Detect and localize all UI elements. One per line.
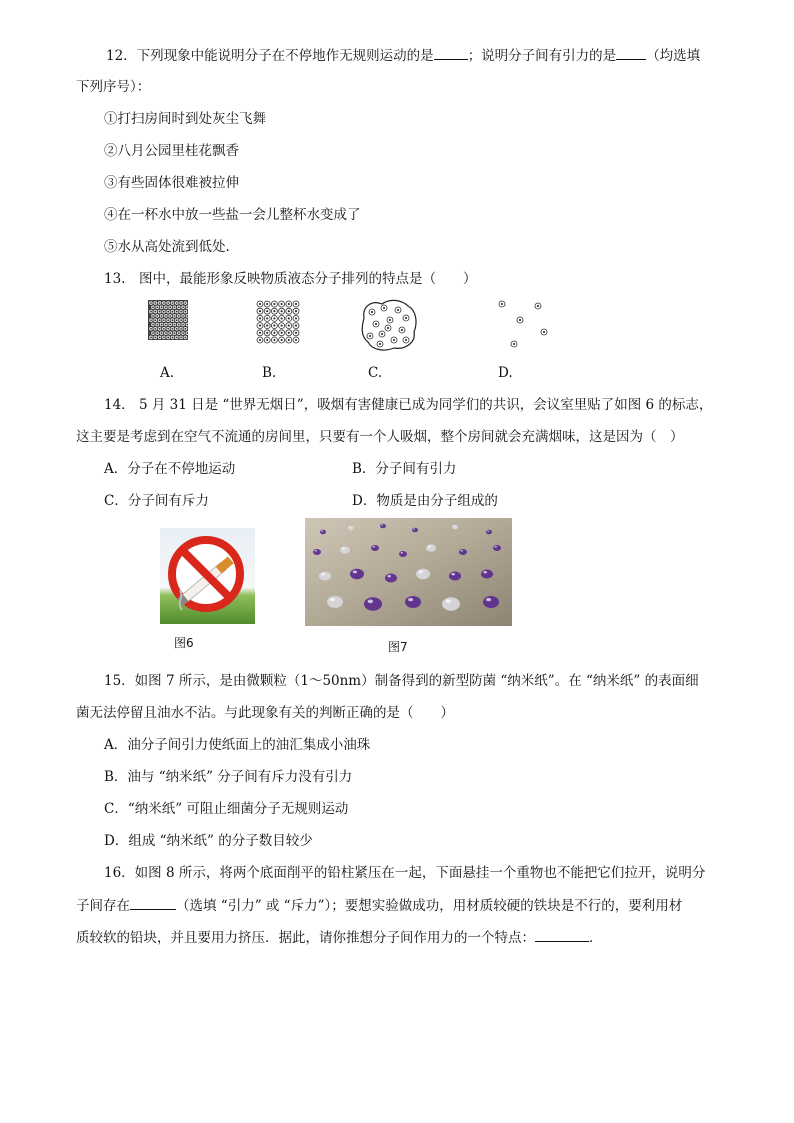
molecule-core [266,310,268,312]
molecule-core [371,311,373,313]
molecule-diagram-d [496,300,550,350]
molecule-core [182,332,184,334]
molecule-core [266,317,268,319]
q13-label-c: C. [368,365,383,381]
q16-line3-part1: 质较软的铅块，并且要用力挤压．据此，请你推想分子间作用力的一个特点： [76,930,535,946]
molecule-core [172,319,174,321]
molecule-core [163,328,165,330]
molecule-core [150,319,152,321]
molecule-diagram-c [358,296,420,354]
molecule-core [172,337,174,339]
q14-option-d: D．物质是由分子组成的 [352,493,498,509]
molecule-core [172,328,174,330]
droplet-highlight [368,600,373,604]
q13-label-b: B. [262,365,277,381]
q15-option-b: B．油与 “纳米纸” 分子间有斥力没有引力 [104,769,353,785]
molecule-core [401,329,403,331]
water-droplet [380,524,386,529]
q12-stem-part3: （均选填 [646,48,701,64]
droplet-highlight [451,573,455,575]
molecule-core [273,339,275,341]
molecule-core [513,343,515,345]
molecule-core [165,324,167,326]
water-droplet [348,526,354,531]
water-droplet [493,545,501,551]
q16-line2 [76,896,682,915]
water-droplet [416,569,430,580]
molecule-core [161,332,163,334]
droplet-highlight [353,571,357,574]
molecule-core [167,311,169,313]
molecule-core [185,328,187,330]
q16-blank-1[interactable] [130,896,176,910]
molecule-core [266,332,268,334]
molecule-core [154,311,156,313]
molecule-core [288,310,290,312]
molecule-core [295,310,297,312]
droplet-highlight [381,525,383,526]
q16-line2-part2: （选填 “引力” 或 “斥力”）；要想实验做成功，用材质较硬的铁块是不行的，要利用材 [176,898,683,914]
q12-stem-part1: 12．下列现象中能说明分子在不停地作无规则运动的是 [106,48,434,64]
molecule-core [163,311,165,313]
molecule-core [156,324,158,326]
molecule-core [154,328,156,330]
molecule-core [178,332,180,334]
molecule-core [259,303,261,305]
molecule-core [185,319,187,321]
fig6-caption: 图6 [174,636,194,650]
molecule-core [182,315,184,317]
molecule-core [182,324,184,326]
q15-line2: 菌无法停留且油水不沾。与此现象有关的判断正确的是（ ） [76,705,454,721]
molecule-core [154,302,156,304]
water-droplet [459,549,467,555]
q16-line2-part1: 子间存在 [76,898,130,914]
molecule-core [266,303,268,305]
droplet-highlight [428,546,431,548]
molecule-core [393,339,395,341]
q12-item-5: ⑤水从高处流到低处. [104,239,230,255]
q15-option-c: C．“纳米纸” 可阻止细菌分子无规则运动 [104,801,349,817]
water-droplet [385,574,397,583]
molecule-core [295,339,297,341]
molecule-core [180,311,182,313]
water-droplet [449,572,461,581]
q12-item-4: ④在一杯水中放一些盐一会儿整杯水变成了 [104,207,361,223]
droplet-highlight [446,600,451,604]
molecule-core [174,324,176,326]
water-droplet [442,597,460,611]
q15-option-a: A．油分子间引力使纸面上的油汇集成小油珠 [104,737,371,753]
molecule-core [172,311,174,313]
droplet-highlight [342,548,345,550]
molecule-core [152,315,154,317]
molecule-core [154,337,156,339]
droplet-highlight [486,598,491,601]
q14-option-b: B．分子间有引力 [352,461,457,477]
q12-blank-1[interactable] [434,46,468,60]
q16-line1: 16．如图 8 所示，将两个底面削平的铅柱紧压在一起，下面悬挂一个重物也不能把它们拉开，说明分 [104,865,706,881]
molecule-core [180,337,182,339]
molecule-core [150,337,152,339]
q13-label-d: D. [498,365,513,381]
molecule-core [383,307,385,309]
molecule-core [501,303,503,305]
molecule-core [375,323,377,325]
water-droplet [399,551,407,557]
molecule-core [405,339,407,341]
molecule-core [174,306,176,308]
q12-line2: 下列序号）： [76,79,151,95]
molecule-core [266,325,268,327]
molecule-core [288,325,290,327]
molecule-core [159,302,161,304]
q16-line3 [76,928,603,947]
molecule-core [266,339,268,341]
molecule-core [288,303,290,305]
droplet-highlight [461,550,463,552]
molecule-core [176,328,178,330]
water-droplet [340,546,350,554]
q14-option-a: A．分子在不停地运动 [104,461,236,477]
molecule-core [167,302,169,304]
q12-item-2: ②八月公园里桂花飘香 [104,143,239,159]
q13-stem: 13. 图中，最能形象反映物质液态分子排列的特点是（ ） [104,271,477,287]
molecule-core [169,324,171,326]
molecule-core [185,311,187,313]
q12-stem-part2: ；说明分子间有引力的是 [467,48,617,64]
q16-blank-2[interactable] [535,928,589,942]
q12-item-3: ③有些固体很难被拉伸 [104,175,239,191]
water-droplet [319,572,331,581]
molecule-core [159,311,161,313]
molecule-core [537,305,539,307]
molecule-core [281,310,283,312]
q15-option-d: D．组成 “纳米纸” 的分子数目较少 [104,833,313,849]
molecule-core [259,339,261,341]
molecule-core [259,317,261,319]
water-droplet [483,596,499,608]
molecule-diagram-b [256,300,300,344]
molecule-core [150,302,152,304]
molecule-core [295,325,297,327]
molecule-core [405,317,407,319]
molecule-core [295,303,297,305]
molecule-core [152,324,154,326]
molecule-core [281,339,283,341]
molecule-core [169,332,171,334]
molecule-core [185,302,187,304]
q14-line1: 14． 5 月 31 日是 “世界无烟日”，吸烟有害健康已成为同学们的共识，会议室里贴了如图 6 的标志， [104,397,713,413]
molecule-core [273,303,275,305]
molecule-core [178,306,180,308]
molecule-core [259,325,261,327]
molecule-core [163,319,165,321]
water-droplet [486,530,492,535]
droplet-highlight [495,546,497,548]
q14-line2: 这主要是考虑到在空气不流通的房间里，只要有一个人吸烟，整个房间就会充满烟味，这是因为（ ） [76,429,684,445]
molecule-core [178,315,180,317]
droplet-highlight [408,598,413,601]
molecule-core [176,311,178,313]
molecule-core [150,328,152,330]
molecule-core [273,325,275,327]
q12-item-1: ①打扫房间时到处灰尘飞舞 [104,111,266,127]
q15-line1: 15．如图 7 所示，是由微颗粒（1～50nm）制备得到的新型防菌 “纳米纸”。在 “纳米纸” 的表面细 [104,673,699,689]
molecule-core [169,315,171,317]
q14-option-c: C．分子间有斥力 [104,493,209,509]
droplet-highlight [483,571,487,573]
molecule-core [156,332,158,334]
molecule-core [154,319,156,321]
nano-paper-droplets-photo [305,518,512,626]
water-droplet [412,528,418,533]
molecule-core [185,337,187,339]
droplet-highlight [321,531,323,532]
q16-line3-part2: ． [589,930,603,946]
molecule-core [167,328,169,330]
molecule-core [369,335,371,337]
molecule-core [159,337,161,339]
molecule-core [381,333,383,335]
water-droplet [320,530,326,535]
molecule-core [176,337,178,339]
molecule-core [281,303,283,305]
water-droplet [313,549,321,555]
molecule-core [180,302,182,304]
molecule-core [174,332,176,334]
molecule-core [165,332,167,334]
molecule-core [273,310,275,312]
molecule-core [156,306,158,308]
molecule-core [161,306,163,308]
molecule-core [161,324,163,326]
molecule-core [159,328,161,330]
molecule-core [180,328,182,330]
molecule-core [167,337,169,339]
water-droplet [364,597,382,611]
droplet-highlight [401,552,403,554]
molecule-core [161,315,163,317]
droplet-highlight [373,546,375,548]
water-droplet [350,569,364,580]
molecule-core [182,306,184,308]
molecule-core [259,332,261,334]
molecule-core [156,315,158,317]
droplet-highlight [453,526,455,527]
molecule-core [180,319,182,321]
molecule-core [165,306,167,308]
water-droplet [426,544,436,552]
molecule-core [178,324,180,326]
molecule-core [172,302,174,304]
molecule-core [176,319,178,321]
droplet-highlight [487,531,489,532]
droplet-highlight [413,529,415,530]
droplet-highlight [321,573,325,575]
q13-label-a: A. [160,365,175,381]
molecule-core [150,311,152,313]
molecule-core [519,319,521,321]
water-droplet [371,545,379,551]
molecule-core [281,317,283,319]
droplet-highlight [387,575,391,577]
molecule-core [389,319,391,321]
q12-line1 [106,46,700,65]
molecule-core [152,306,154,308]
molecule-core [379,343,381,345]
molecule-core [163,337,165,339]
molecule-core [295,332,297,334]
molecule-core [288,317,290,319]
molecule-core [167,319,169,321]
fig7-caption: 图7 [388,640,408,654]
molecule-core [288,339,290,341]
droplet-highlight [315,550,317,552]
molecule-core [259,310,261,312]
molecule-core [169,306,171,308]
water-droplet [452,525,458,530]
no-smoking-sign-image [160,528,255,624]
q12-blank-2[interactable] [616,46,646,60]
droplet-highlight [330,598,335,601]
molecule-core [176,302,178,304]
molecule-diagram-a [148,300,188,340]
molecule-core [174,315,176,317]
molecule-core [295,317,297,319]
water-droplet [405,596,421,608]
water-droplet [327,596,343,608]
molecule-core [288,332,290,334]
molecule-core [543,331,545,333]
water-droplet [481,570,493,579]
molecule-core [281,325,283,327]
molecule-core [165,315,167,317]
molecule-core [159,319,161,321]
molecule-core [397,309,399,311]
droplet-highlight [419,571,423,574]
molecule-core [152,332,154,334]
molecule-core [281,332,283,334]
molecule-core [273,317,275,319]
molecule-core [273,332,275,334]
droplet-highlight [349,527,351,528]
molecule-core [387,327,389,329]
molecule-core [163,302,165,304]
